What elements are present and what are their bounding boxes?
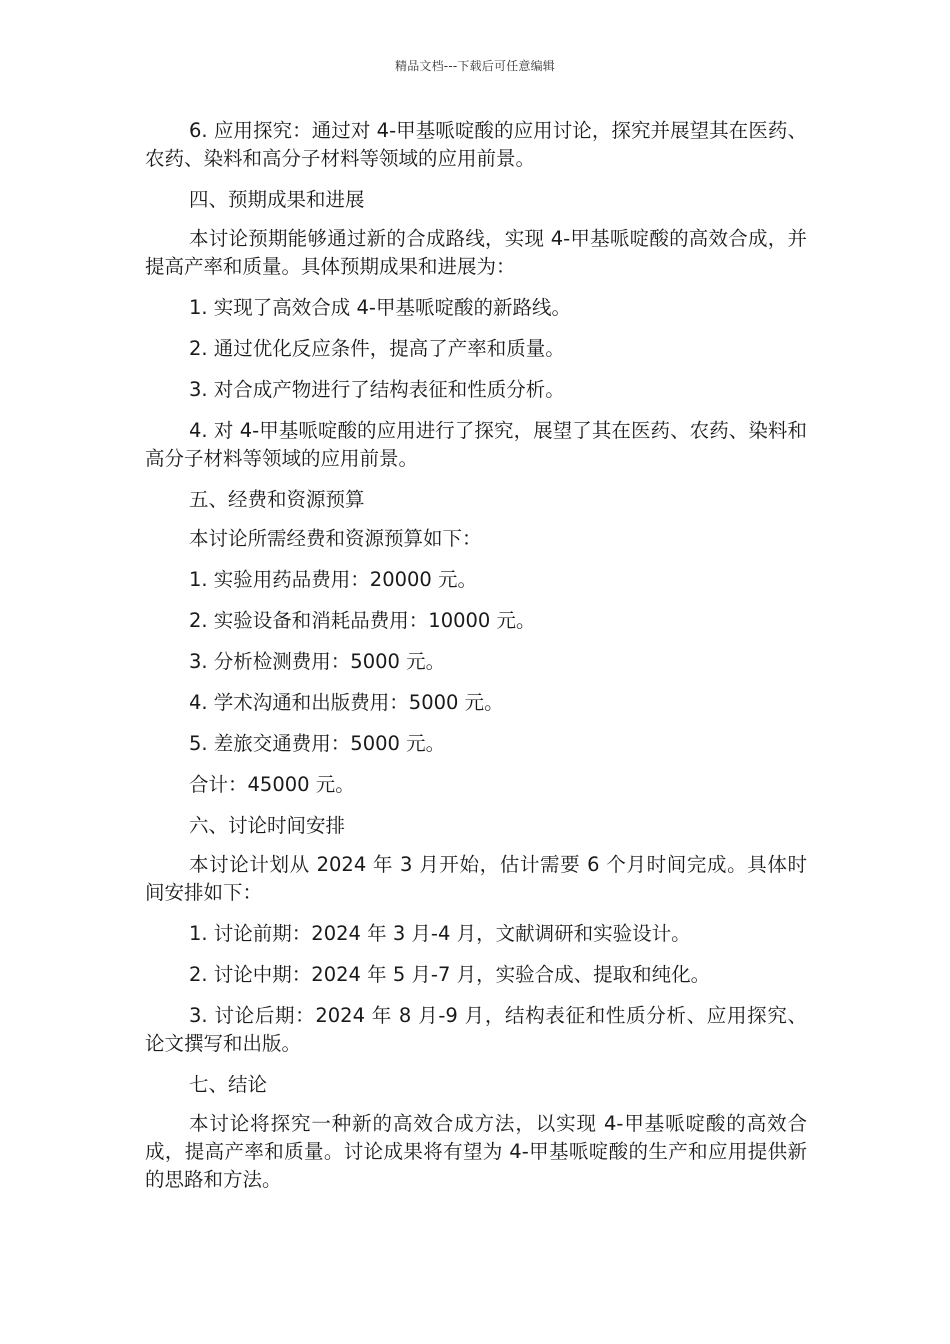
section-heading-schedule: 六、讨论时间安排 bbox=[189, 814, 346, 837]
paragraph-schedule-intro: 本讨论计划从 2024 年 3 月开始，估计需要 6 个月时间完成。具体时间安排如下： bbox=[145, 853, 807, 904]
list-item-result-2: 2. 通过优化反应条件，提高了产率和质量。 bbox=[189, 337, 565, 360]
section-heading-expected-results: 四、预期成果和进展 bbox=[189, 188, 365, 211]
list-item-schedule-3: 3. 讨论后期：2024 年 8 月-9 月，结构表征和性质分析、应用探究、论文撰写和出版。 bbox=[145, 1004, 807, 1055]
page-header: 精品文档---下载后可任意编辑 bbox=[395, 59, 555, 73]
paragraph-budget-intro: 本讨论所需经费和资源预算如下： bbox=[189, 527, 482, 550]
list-item-result-3: 3. 对合成产物进行了结构表征和性质分析。 bbox=[189, 378, 565, 401]
paragraph-expected-results-intro: 本讨论预期能够通过新的合成路线，实现 4-甲基哌啶酸的高效合成，并提高产率和质量。具体预期成果和进展为： bbox=[145, 227, 807, 278]
section-heading-conclusion: 七、结论 bbox=[189, 1073, 268, 1096]
list-item-budget-2: 2. 实验设备和消耗品费用：10000 元。 bbox=[189, 609, 536, 632]
list-item-result-1: 1. 实现了高效合成 4-甲基哌啶酸的新路线。 bbox=[189, 296, 571, 319]
list-item-result-4: 4. 对 4-甲基哌啶酸的应用进行了探究，展望了其在医药、农药、染料和高分子材料等领域的应用前景。 bbox=[145, 419, 807, 470]
list-item-budget-3: 3. 分析检测费用：5000 元。 bbox=[189, 650, 446, 673]
list-item-schedule-1: 1. 讨论前期：2024 年 3 月-4 月，文献调研和实验设计。 bbox=[189, 922, 691, 945]
list-item-budget-1: 1. 实验用药品费用：20000 元。 bbox=[189, 568, 478, 591]
paragraph-conclusion: 本讨论将探究一种新的高效合成方法，以实现 4-甲基哌啶酸的高效合成，提高产率和质量。讨论成果将有望为 4-甲基哌啶酸的生产和应用提供新的思路和方法。 bbox=[145, 1112, 807, 1191]
budget-total: 合计：45000 元。 bbox=[189, 773, 355, 796]
section-heading-budget: 五、经费和资源预算 bbox=[189, 488, 365, 511]
list-item-schedule-2: 2. 讨论中期：2024 年 5 月-7 月，实验合成、提取和纯化。 bbox=[189, 963, 711, 986]
list-item-budget-5: 5. 差旅交通费用：5000 元。 bbox=[189, 732, 446, 755]
paragraph-application-study: 6. 应用探究：通过对 4-甲基哌啶酸的应用讨论，探究并展望其在医药、农药、染料和高分子材料等领域的应用前景。 bbox=[145, 119, 807, 170]
document-body bbox=[145, 117, 807, 1207]
list-item-budget-4: 4. 学术沟通和出版费用：5000 元。 bbox=[189, 691, 504, 714]
